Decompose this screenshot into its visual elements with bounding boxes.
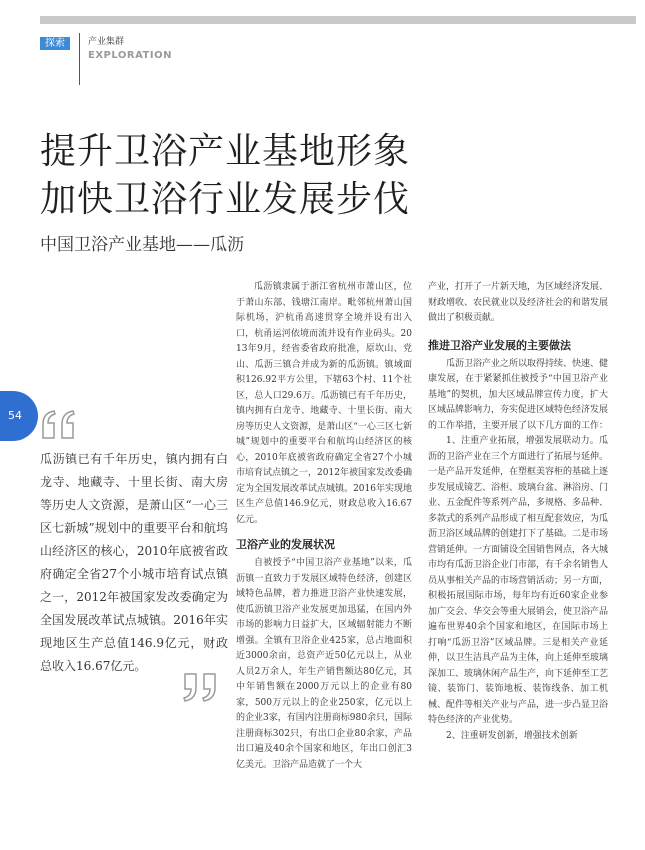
- open-quote-icon: [40, 410, 80, 440]
- header-bar: [40, 16, 636, 24]
- body-paragraph: 自被授予“中国卫浴产业基地”以来，瓜沥镇一直致力于发展区域特色经济，创建区域特色品牌，着力推进卫浴产业快速发展，使瓜沥镇卫浴产业发展更加迅猛，在国内外市场的影响力日益扩大，区域辐射能力不断增强。全镇有卫浴企业425家，总占地面积近3000余亩，总资产近50亿元以上，从业人员2万余人，年生产销售额达80亿元，其中年销售额在2000万元以上的企业有80家，500万元以上的企业250家，亿元以上的企业3家，有国内注册商标980余只，国际注册商标302只，有出口企业80余家，产品出口遍及40余个国家和地区，年出口创汇3亿美元。卫浴产品造就了一个大: [236, 558, 412, 770]
- pull-quote: 瓜沥镇已有千年历史，镇内拥有白龙寺、地藏寺、十里长街、南大房等历史人文资源，是萧山区“一心三区七新城”规划中的重要平台和航坞山经济区的核心，2010年底被省政府确定全省27个小城市培育试点镇之一，2012年被国家发改委确定为全国发展改革试点城镇。2016年实现地区生产总值146.9亿元，财政总收入16.67亿元。: [40, 452, 228, 673]
- page-number-tab: 54: [0, 391, 38, 441]
- title-line-1: 提升卫浴产业基地形象: [40, 131, 411, 172]
- header-divider: [79, 33, 80, 85]
- category-en: EXPLORATION: [88, 50, 172, 61]
- body-paragraph: 1、注重产业拓展，增强发展联动力。瓜沥的卫浴产业在三个方面进行了拓展与延伸。一是产品开发延伸，在塑框美容柜的基础上逐步发展成镜艺、浴柜、玻璃台盆、淋浴房、门业、五金配件等系列产品，多规格、多品种、多款式的系列产品形成了相互配套效应，为瓜沥卫浴区域品牌的创建打下了基础。二是市场营销延伸。一方面铺设全国销售网点，各大城市均有瓜沥卫浴企业门市部，有千余名销售人员从事相关产品的市场营销活动；另一方面，积极拓展国际市场，每年均有近60家企业参加广交会、华交会等重大展销会，使卫浴产品遍布世界40余个国家和地区，在国际市场上打响“瓜沥卫浴”区域品牌。三是相关产业延伸，以卫生洁具产品为主体，向上延伸至玻璃深加工、玻璃休闲产品生产，向下延伸至工艺镜、装饰门、装饰地板、装饰线条、加工机械、配件等相关产业与产品，进一步凸显卫浴特色经济的产业优势。: [428, 436, 609, 725]
- body-paragraph: 瓜沥卫浴产业之所以取得持续、快速、健康发展，在于紧紧抓住被授予“中国卫浴产业基地”的契机，加大区域品牌宣传力度，扩大区域品牌影响力，夯实促进区域特色经济发展的工作举措，主要开展了以下几方面的工作：: [428, 358, 609, 431]
- body-paragraph: 产业，打开了一片新天地，为区域经济发展、财政增收、农民就业以及经济社会的和谐发展做出了积极贡献。: [428, 282, 609, 323]
- close-quote-icon: [182, 672, 222, 702]
- body-paragraph: 瓜沥镇隶属于浙江省杭州市萧山区，位于萧山东部、钱塘江南岸。毗邻杭州萧山国际机场，沪杭甬高速贯穿全境并设有出入口，杭甬运河依境而流并设有作业码头。2013年9月，经省委省政府批准，原坎山、党山、瓜沥三镇合并成为新的瓜沥镇。镇域面积126.92平方公里，下辖63个村、11个社区，总人口29.6万。瓜沥镇已有千年历史，镇内拥有白龙寺、地藏寺、十里长街、南大房等历史人文资源，是萧山区“一心三区七新城”规划中的重要平台和航坞山经济区的核心，2010年底被省政府确定全省27个小城市培育试点镇之一，2012年被国家发改委确定为全国发展改革试点城镇。2016年实现地区生产总值146.9亿元，财政总收入16.67亿元。: [236, 282, 412, 525]
- section-heading-development: 卫浴产业的发展状况: [236, 538, 335, 551]
- body-paragraph: 2、注重研发创新，增强技术创新: [446, 730, 578, 741]
- section-tag: 探索: [40, 37, 70, 50]
- category-cn: 产业集群: [88, 37, 125, 47]
- body-column-2: [236, 280, 412, 773]
- article-subtitle: 中国卫浴产业基地——瓜沥: [40, 235, 244, 255]
- section-heading-practices: 推进卫浴产业发展的主要做法: [428, 338, 571, 352]
- article-title: [40, 128, 410, 224]
- title-line-2: 加快卫浴行业发展步伐: [40, 179, 411, 220]
- body-column-3: [428, 280, 608, 744]
